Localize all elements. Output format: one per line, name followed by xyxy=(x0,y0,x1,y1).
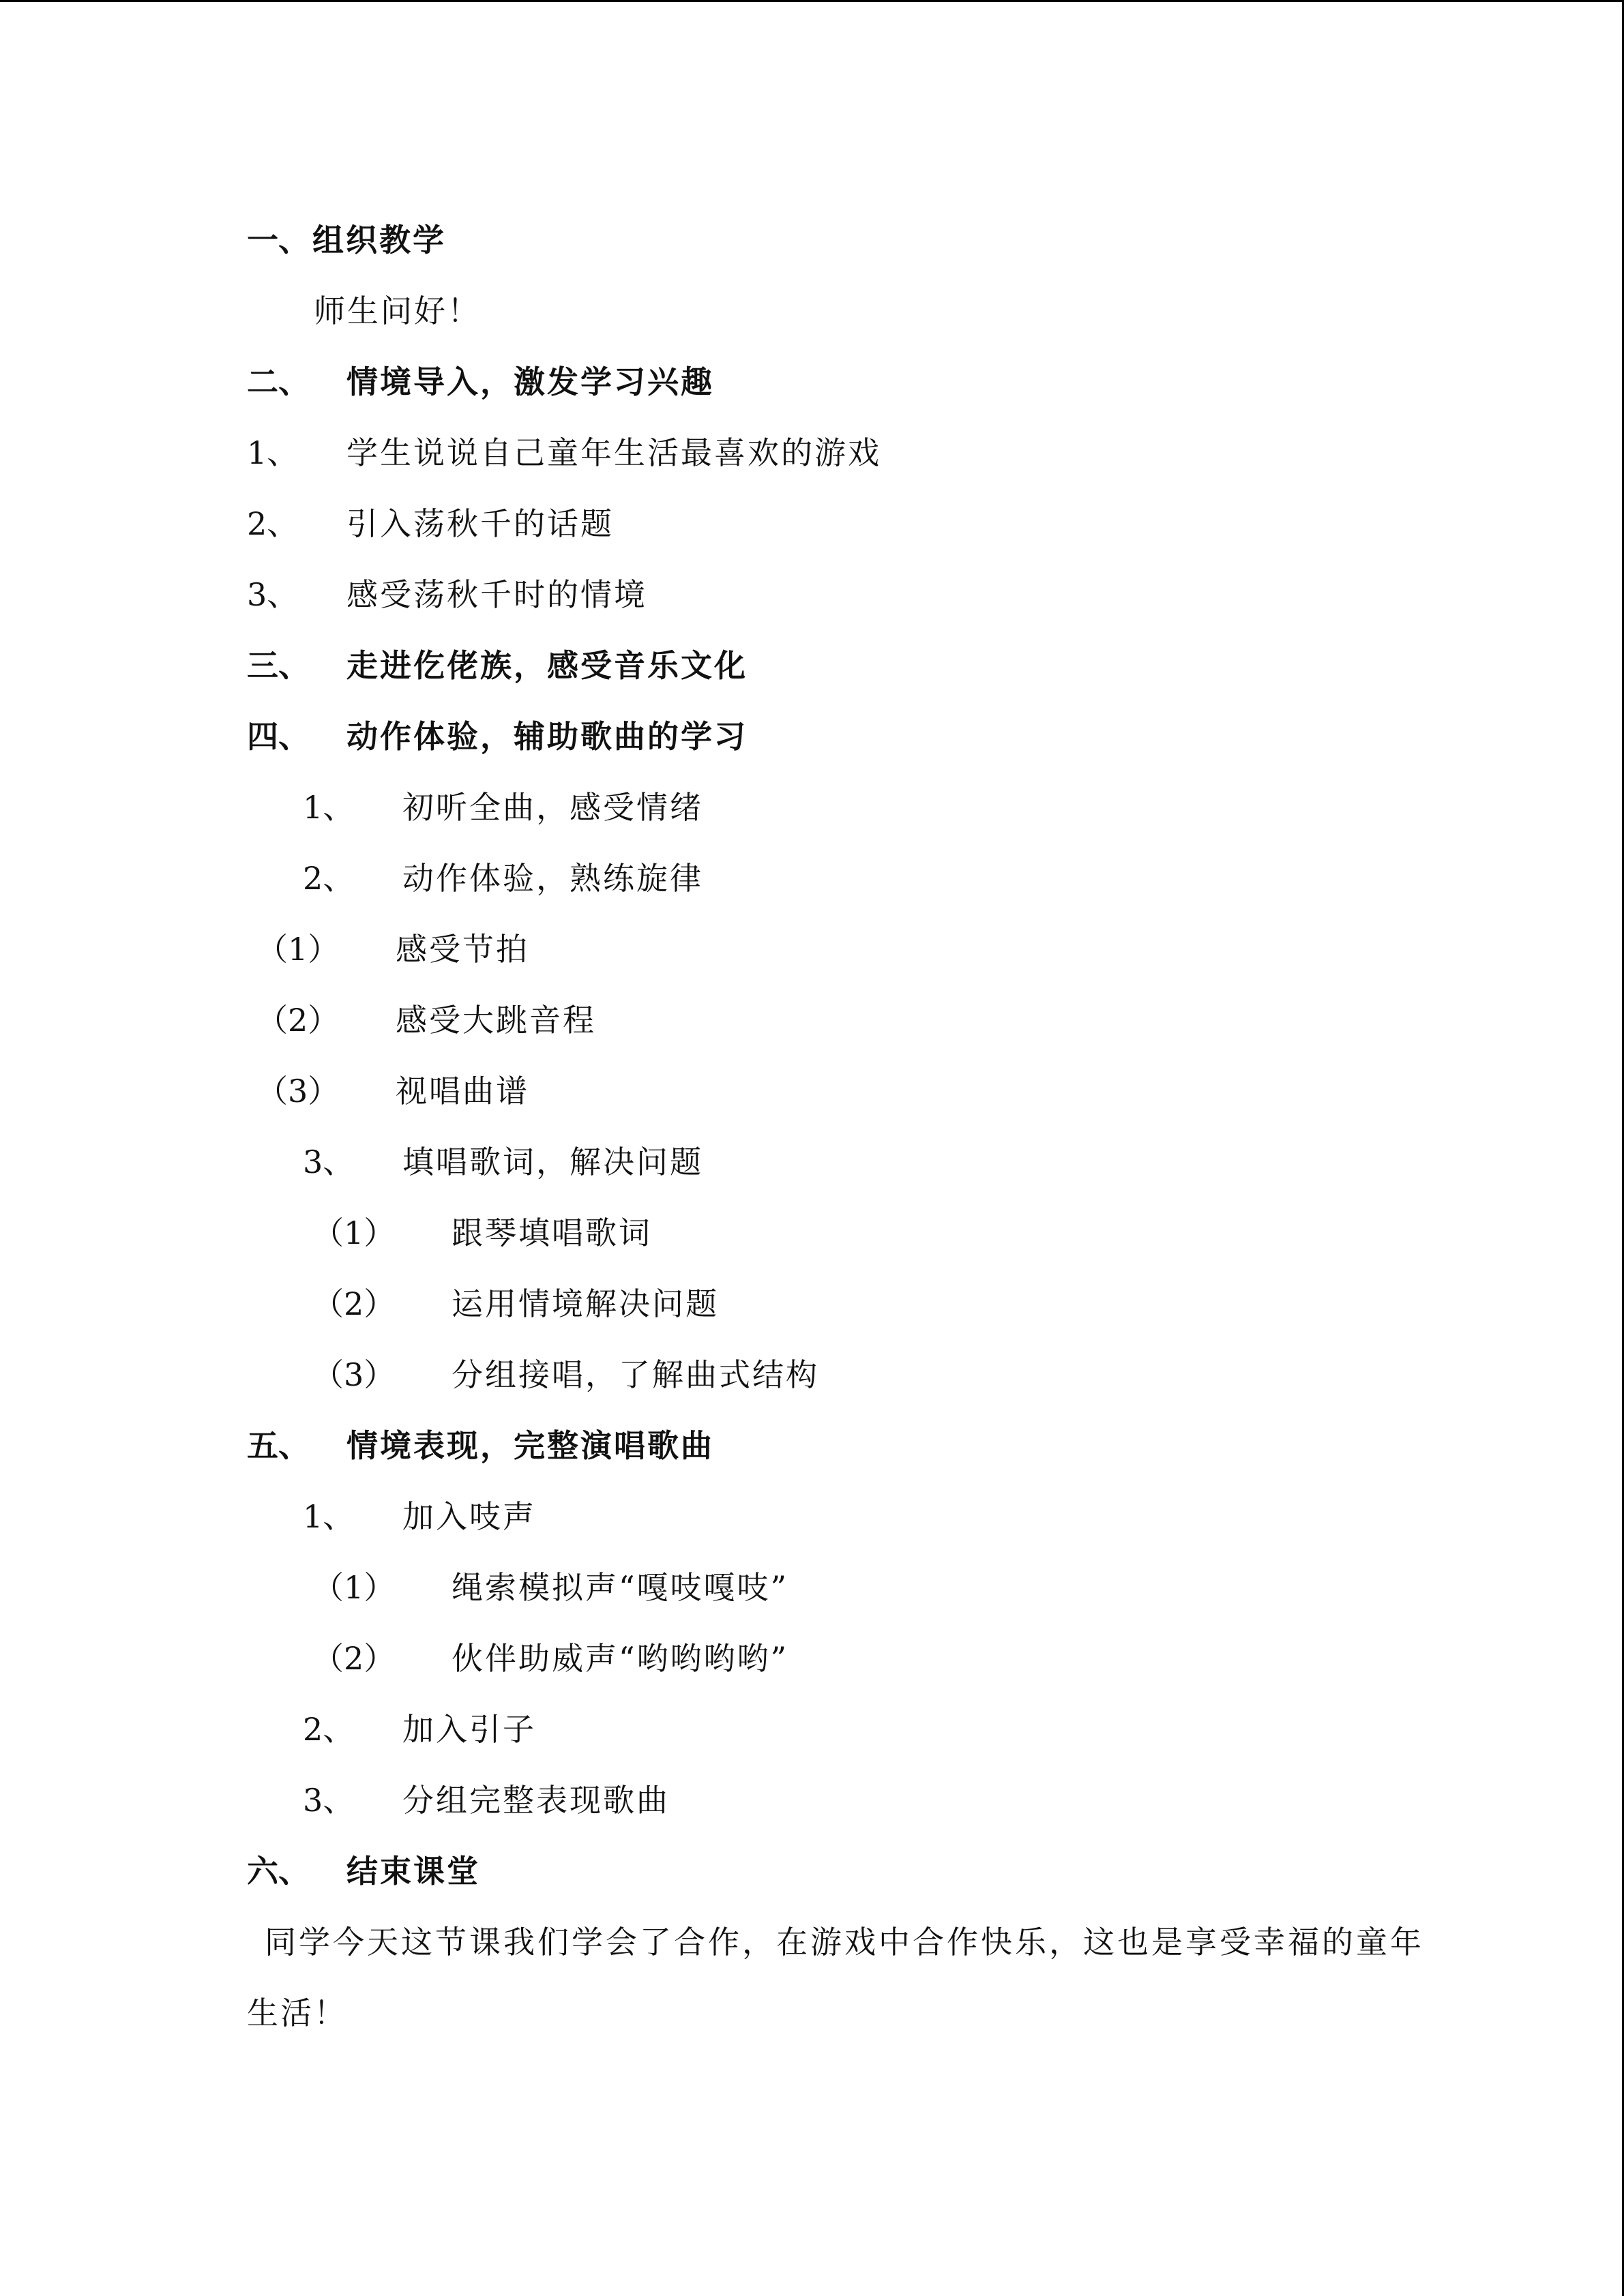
list-number: （1） xyxy=(312,1214,396,1251)
list-text: 伙伴助威声“哟哟哟哟” xyxy=(452,1640,789,1677)
sub-list-item xyxy=(256,1071,1348,1112)
list-item xyxy=(303,1709,1394,1750)
list-number: （3） xyxy=(312,1356,396,1393)
paragraph-greeting xyxy=(314,290,1269,331)
sub-list-item xyxy=(256,929,1348,970)
sub-list-item xyxy=(312,1354,1404,1395)
list-number: （1） xyxy=(256,931,340,968)
list-text: 填唱歌词，解决问题 xyxy=(402,1144,703,1180)
list-text: 动作体验，熟练旋律 xyxy=(402,860,703,897)
list-number: 3、 xyxy=(247,576,299,613)
list-number: 2、 xyxy=(303,1711,355,1748)
closing-paragraph-line-1 xyxy=(265,1922,1451,1963)
section-title: 动作体验，辅助歌曲的学习 xyxy=(346,718,748,755)
list-item xyxy=(303,858,1394,899)
section-title: 情境导入，激发学习兴趣 xyxy=(346,363,714,400)
section-heading-6 xyxy=(247,1851,1406,1892)
list-item xyxy=(303,1142,1394,1182)
section-heading-1 xyxy=(247,220,1406,260)
section-number: 三、 xyxy=(247,647,310,684)
list-number: 3、 xyxy=(303,1782,355,1819)
section-heading-5 xyxy=(247,1425,1406,1466)
list-number: （2） xyxy=(312,1640,396,1677)
list-number: 2、 xyxy=(247,505,299,542)
list-item xyxy=(303,1780,1394,1821)
sub-list-item xyxy=(312,1638,1404,1679)
list-item xyxy=(303,787,1394,828)
list-text: 加入引子 xyxy=(402,1711,536,1748)
sub-list-item xyxy=(256,1000,1348,1041)
paragraph-text: 同学今天这节课我们学会了合作，在游戏中合作快乐，这也是享受幸福的童年 xyxy=(265,1924,1424,1960)
list-item xyxy=(247,574,1406,615)
list-item xyxy=(247,432,1406,473)
section-number: 五、 xyxy=(247,1427,310,1464)
section-heading-2 xyxy=(247,361,1406,402)
list-text: 初听全曲，感受情绪 xyxy=(402,789,703,826)
list-number: 2、 xyxy=(303,860,355,897)
section-heading-4 xyxy=(247,716,1406,757)
section-title: 情境表现，完整演唱歌曲 xyxy=(346,1427,714,1464)
section-number: 六、 xyxy=(247,1853,310,1890)
section-number: 四、 xyxy=(247,718,310,755)
section-title: 组织教学 xyxy=(312,222,446,258)
list-text: 分组接唱，了解曲式结构 xyxy=(452,1356,819,1393)
list-item xyxy=(303,1496,1394,1537)
list-text: 分组完整表现歌曲 xyxy=(402,1782,670,1819)
section-number: 一、 xyxy=(247,222,310,258)
section-title: 结束课堂 xyxy=(346,1853,480,1890)
list-number: （2） xyxy=(312,1285,396,1322)
list-number: 1、 xyxy=(247,434,299,471)
list-number: 1、 xyxy=(303,789,355,826)
list-number: （1） xyxy=(312,1569,396,1606)
list-number: 3、 xyxy=(303,1144,355,1180)
list-text: 运用情境解决问题 xyxy=(452,1285,719,1322)
list-text: 感受荡秋千时的情境 xyxy=(346,576,647,613)
closing-paragraph-line-2 xyxy=(247,1993,1434,2033)
list-number: 1、 xyxy=(303,1498,355,1535)
sub-list-item xyxy=(312,1283,1404,1324)
list-text: 学生说说自己童年生活最喜欢的游戏 xyxy=(346,434,881,471)
paragraph-text: 生活！ xyxy=(247,1995,347,2031)
sub-list-item xyxy=(312,1567,1404,1608)
section-title: 走进仡佬族，感受音乐文化 xyxy=(346,647,748,684)
list-text: 跟琴填唱歌词 xyxy=(452,1214,652,1251)
list-text: 加入吱声 xyxy=(402,1498,536,1535)
section-heading-3 xyxy=(247,645,1406,686)
section-number: 二、 xyxy=(247,363,310,400)
sub-list-item xyxy=(312,1212,1404,1253)
list-text: 绳索模拟声“嘎吱嘎吱” xyxy=(452,1569,789,1606)
list-item xyxy=(247,503,1406,544)
list-text: 感受节拍 xyxy=(396,931,529,968)
list-text: 视唱曲谱 xyxy=(396,1073,529,1109)
list-number: （3） xyxy=(256,1073,340,1109)
paragraph-text: 师生问好！ xyxy=(314,293,481,329)
list-number: （2） xyxy=(256,1002,340,1039)
list-text: 感受大跳音程 xyxy=(396,1002,596,1039)
list-text: 引入荡秋千的话题 xyxy=(346,505,614,542)
